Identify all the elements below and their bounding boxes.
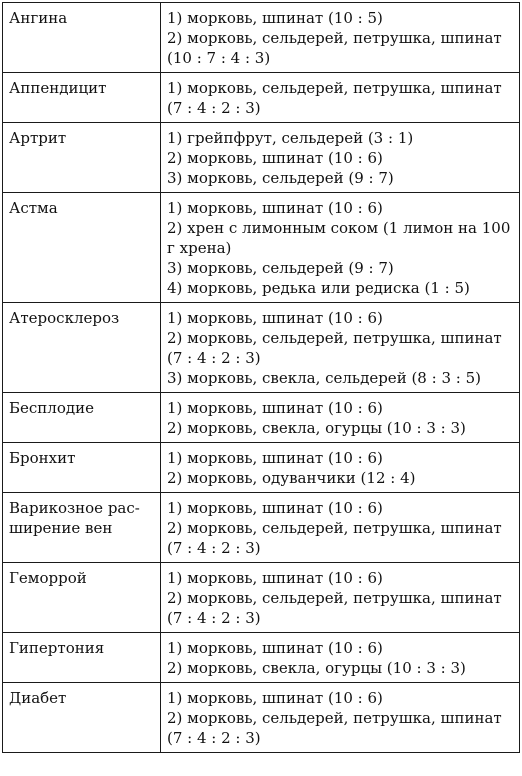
recipe-line: 1) морковь, шпинат (10 : 6)	[167, 689, 383, 707]
disease-cell: Артрит	[3, 123, 161, 193]
recipe-line: 3) морковь, сельдерей (9 : 7)	[167, 169, 394, 187]
table-row	[3, 393, 520, 443]
disease-cell: Аппендицит	[3, 73, 161, 123]
recipe-line: 2) морковь, шпинат (10 : 6)	[167, 149, 383, 167]
recipe-line: 2) морковь, сельдерей, петрушка, шпинат (7 : 4 : 2 : 3)	[167, 329, 502, 367]
table-row	[3, 3, 520, 73]
recipe-line: 2) морковь, сельдерей, петрушка, шпинат (10 : 7 : 4 : 3)	[167, 29, 502, 67]
recipe-line: 4) морковь, редька или редиска (1 : 5)	[167, 279, 470, 297]
table-body	[3, 3, 520, 753]
recipe-line: 1) морковь, шпинат (10 : 6)	[167, 449, 383, 467]
recipe-line: 1) морковь, шпинат (10 : 5)	[167, 9, 383, 27]
disease-cell: Бронхит	[3, 443, 161, 493]
document-page	[2, 2, 520, 753]
table-row	[3, 633, 520, 683]
table-row	[3, 683, 520, 753]
recipes-cell	[161, 683, 520, 753]
table-row	[3, 193, 520, 303]
recipes-cell	[161, 73, 520, 123]
table-row	[3, 303, 520, 393]
recipe-line: 2) морковь, одуванчики (12 : 4)	[167, 469, 416, 487]
recipes-cell	[161, 393, 520, 443]
recipe-line: 2) морковь, сельдерей, петрушка, шпинат (7 : 4 : 2 : 3)	[167, 709, 502, 747]
juice-recipes-table	[2, 2, 520, 753]
disease-cell: Бесплодие	[3, 393, 161, 443]
recipe-line: 1) морковь, шпинат (10 : 6)	[167, 569, 383, 587]
recipe-line: 1) морковь, сельдерей, петрушка, шпинат (7 : 4 : 2 : 3)	[167, 79, 502, 117]
recipes-cell	[161, 633, 520, 683]
recipe-line: 2) морковь, свекла, огурцы (10 : 3 : 3)	[167, 419, 466, 437]
recipes-cell	[161, 3, 520, 73]
disease-cell: Астма	[3, 193, 161, 303]
recipe-line: 1) морковь, шпинат (10 : 6)	[167, 199, 383, 217]
recipes-cell	[161, 123, 520, 193]
disease-cell: Гипертония	[3, 633, 161, 683]
recipes-cell	[161, 493, 520, 563]
recipe-line: 1) морковь, шпинат (10 : 6)	[167, 499, 383, 517]
recipes-cell	[161, 193, 520, 303]
table-row	[3, 493, 520, 563]
recipe-line: 3) морковь, свекла, сельдерей (8 : 3 : 5)	[167, 369, 481, 387]
recipe-line: 1) грейпфрут, сельдерей (3 : 1)	[167, 129, 414, 147]
recipe-line: 2) морковь, свекла, огурцы (10 : 3 : 3)	[167, 659, 466, 677]
recipes-cell	[161, 443, 520, 493]
table-row	[3, 443, 520, 493]
disease-cell: Геморрой	[3, 563, 161, 633]
recipe-line: 1) морковь, шпинат (10 : 6)	[167, 309, 383, 327]
recipes-cell	[161, 303, 520, 393]
recipe-line: 2) хрен с лимонным соком (1 лимон на 100 г хрена)	[167, 219, 511, 257]
disease-cell: Атеросклероз	[3, 303, 161, 393]
recipe-line: 3) морковь, сельдерей (9 : 7)	[167, 259, 394, 277]
recipe-line: 2) морковь, сельдерей, петрушка, шпинат (7 : 4 : 2 : 3)	[167, 519, 502, 557]
table-row	[3, 563, 520, 633]
table-row	[3, 73, 520, 123]
recipe-line: 1) морковь, шпинат (10 : 6)	[167, 399, 383, 417]
recipe-line: 1) морковь, шпинат (10 : 6)	[167, 639, 383, 657]
disease-cell: Ангина	[3, 3, 161, 73]
disease-cell: Диабет	[3, 683, 161, 753]
disease-cell: Варикозное расширение вен	[3, 493, 161, 563]
table-row	[3, 123, 520, 193]
recipe-line: 2) морковь, сельдерей, петрушка, шпинат (7 : 4 : 2 : 3)	[167, 589, 502, 627]
recipes-cell	[161, 563, 520, 633]
